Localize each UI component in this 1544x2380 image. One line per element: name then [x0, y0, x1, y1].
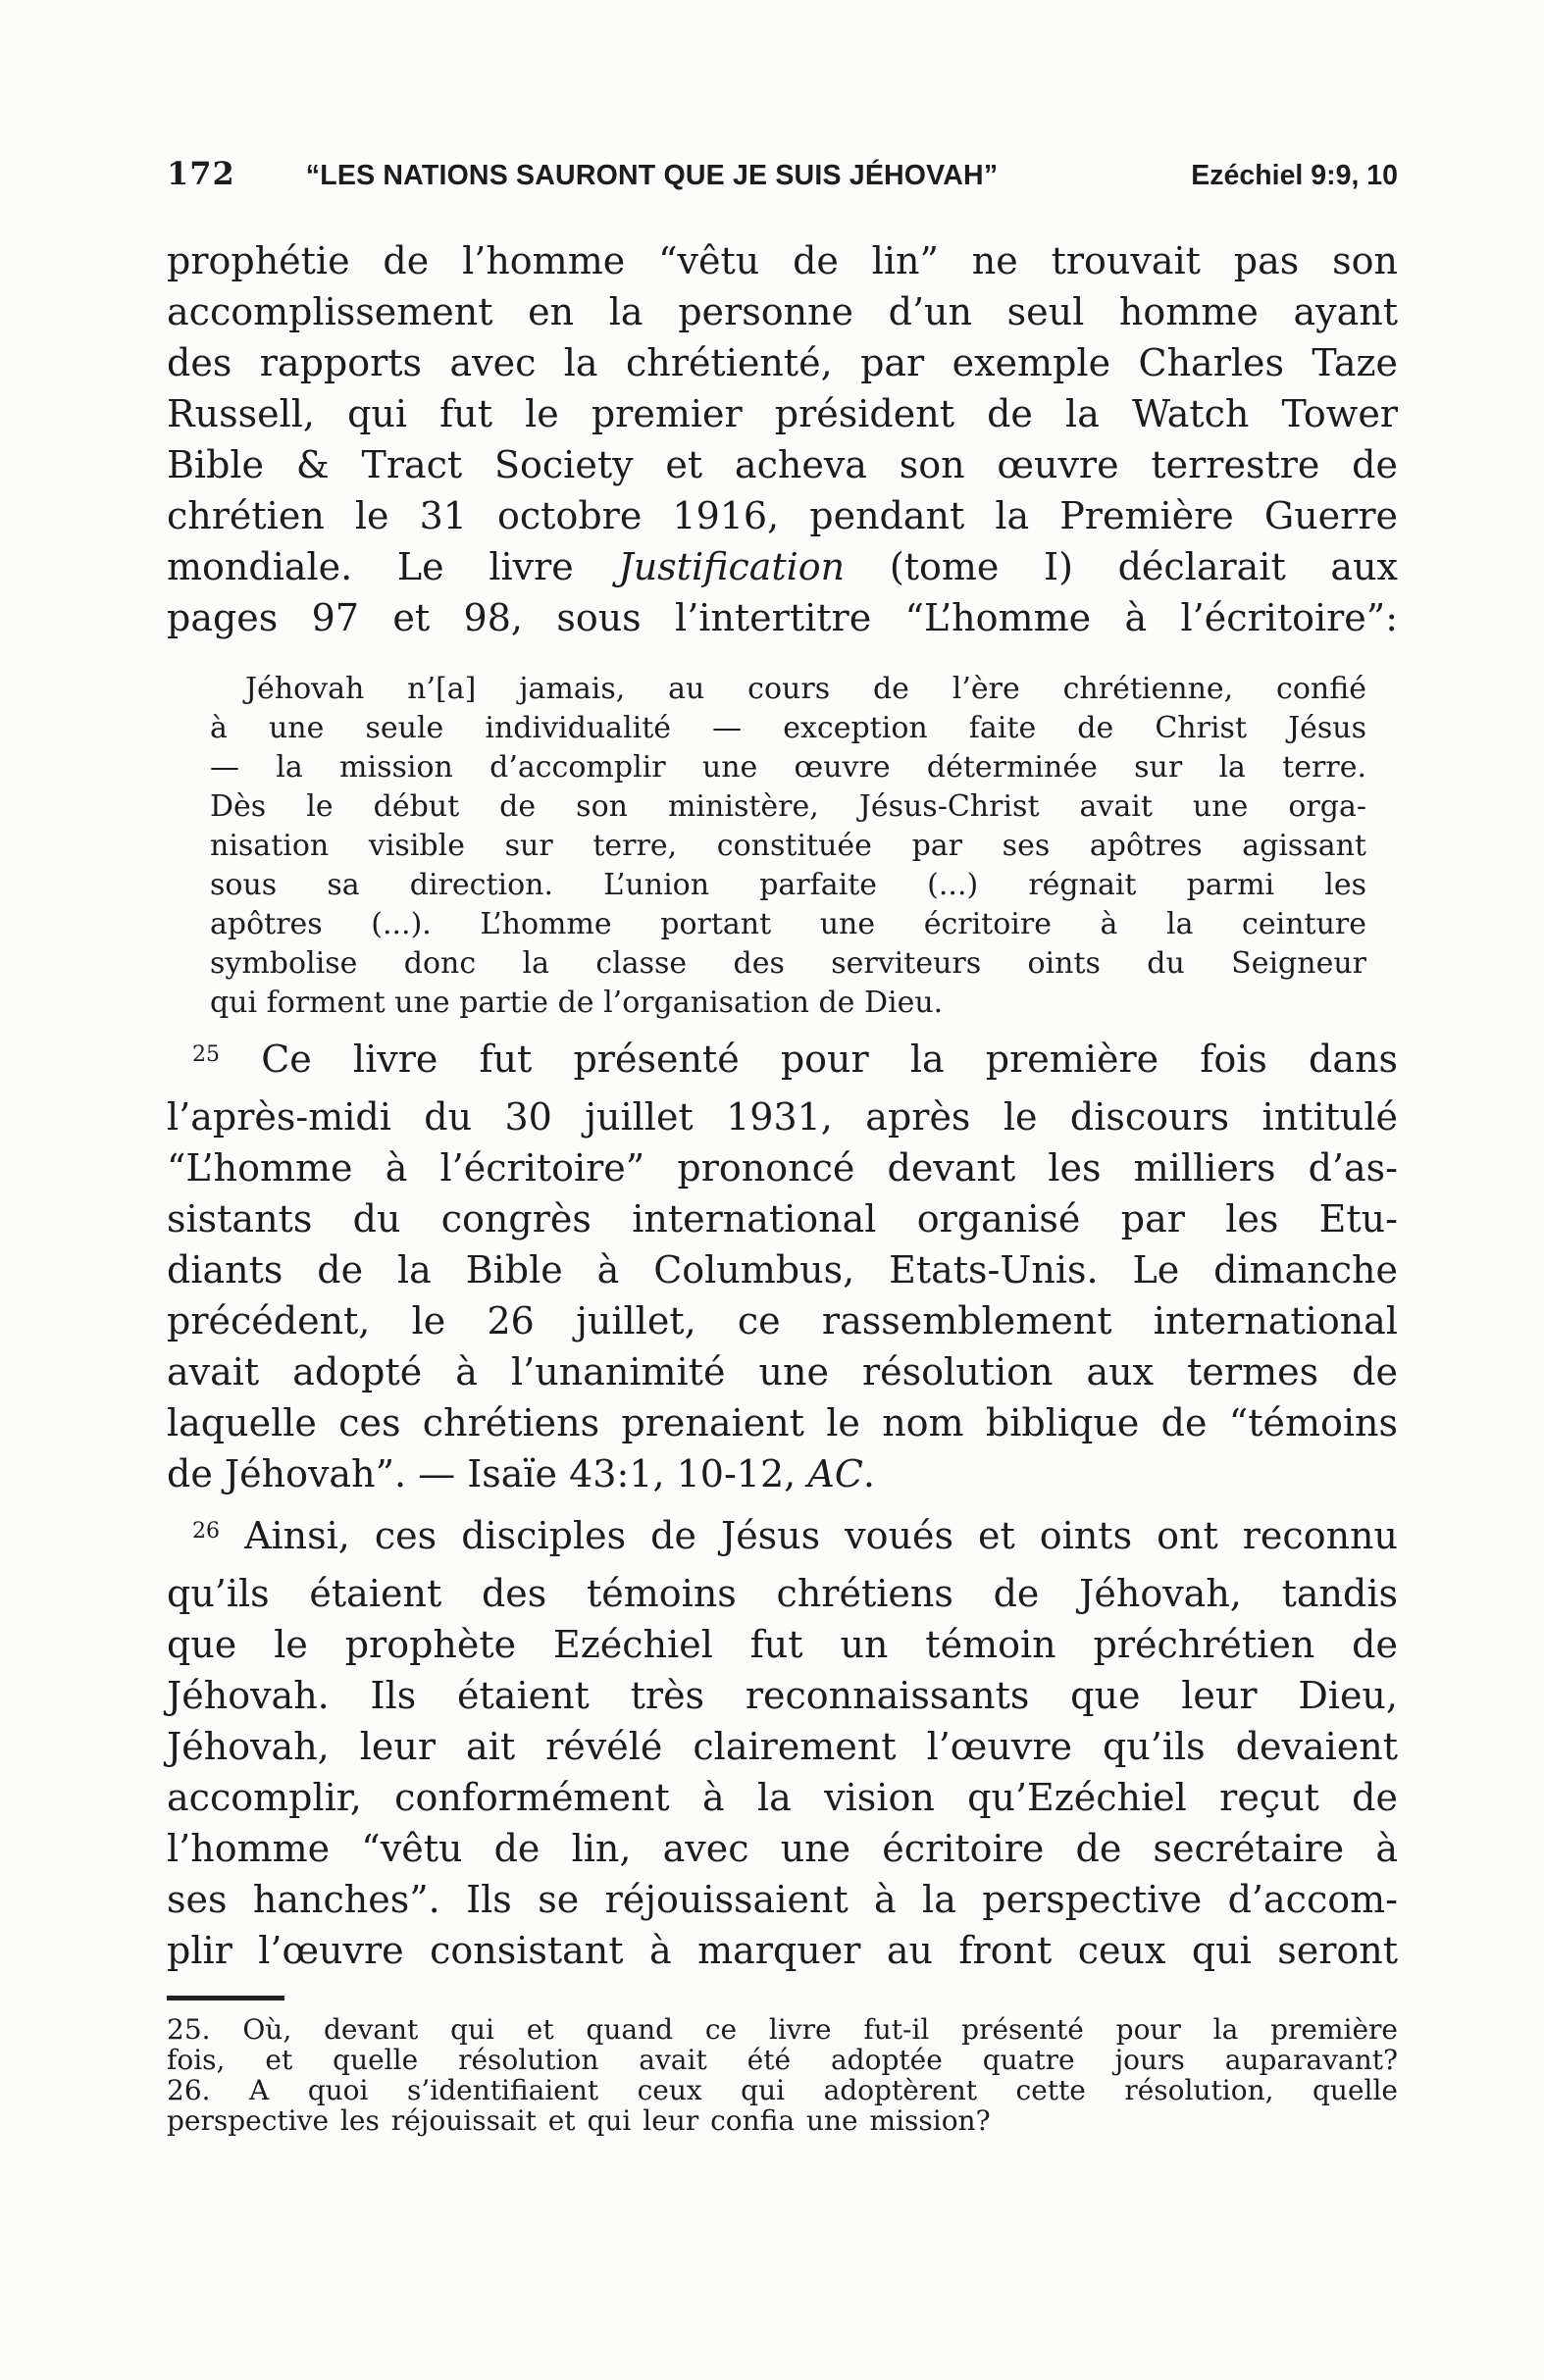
text-line: pages 97 et 98, sous l’intertitre “L’homme à l’écritoire”: [167, 596, 1398, 639]
paragraph-number-superscript: 25 [192, 1041, 221, 1067]
text-line: qui forment une partie de l’organisation de Dieu. [210, 986, 944, 1020]
paragraph-25 [167, 1034, 1398, 1499]
text-line: accomplissement en la personne d’un seul homme ayant [167, 290, 1398, 333]
text-line: des rapports avec la chrétienté, par exemple Charles Taze [167, 341, 1398, 384]
text-line: apôtres (...). L’homme portant une écritoire à la ceinture [210, 907, 1366, 941]
text-line: Jéhovah n’[a] jamais, au cours de l’ère chrétienne, confié [245, 672, 1366, 706]
study-questions-footnotes [167, 2014, 1398, 2136]
text-line: que le prophète Ezéchiel fut un témoin préchrétien de [167, 1623, 1398, 1666]
text-line: Russell, qui fut le premier président de la Watch Tower [167, 392, 1398, 435]
paragraph-number-superscript: 26 [192, 1518, 221, 1544]
text-line: prophétie de l’homme “vêtu de lin” ne trouvait pas son [167, 239, 1398, 282]
paragraph-26 [167, 1510, 1398, 1976]
text-line: $^{25}$ Ce livre fut présenté pour la première fois dans [192, 1038, 1398, 1081]
text-line: l’après-midi du 30 juillet 1931, après le discours intitulé [167, 1095, 1398, 1139]
scripture-reference: Ezéchiel 9:9, 10 [1191, 160, 1398, 191]
text-line: 25. Où, devant qui et quand ce livre fut-il présenté pour la première [167, 2013, 1398, 2046]
text-line: sous sa direction. L’union parfaite (...) régnait parmi les [210, 868, 1366, 902]
text-line: — la mission d’accomplir une œuvre déterminée sur la terre. [210, 750, 1366, 785]
body-text [167, 235, 1398, 2136]
text-line: chrétien le 31 octobre 1916, pendant la Première Guerre [167, 494, 1398, 537]
text-line: Bible & Tract Society et acheva son œuvre terrestre de [167, 443, 1398, 486]
running-header [167, 155, 1398, 196]
text-line: accomplir, conformément à la vision qu’Ezéchiel reçut de [167, 1776, 1398, 1819]
text-line: plir l’œuvre consistant à marquer au front ceux qui seront [167, 1929, 1398, 1972]
text-line: perspective les réjouissait et qui leur confia une mission? [167, 2104, 991, 2137]
text-line: mondiale. Le livre Justification (tome I) déclarait aux [167, 545, 1398, 588]
text-line: qu’ils étaient des témoins chrétiens de Jéhovah, tandis [167, 1572, 1398, 1615]
text-line: de Jéhovah”. — Isaïe 43:1, 10-12, AC. [167, 1452, 875, 1495]
text-line: laquelle ces chrétiens prenaient le nom biblique de “témoins [167, 1401, 1398, 1444]
page-number: 172 [167, 155, 235, 192]
text-line: avait adopté à l’unanimité une résolution aux termes de [167, 1350, 1398, 1393]
text-line: à une seule individualité — exception faite de Christ Jésus [210, 711, 1366, 745]
text-line: fois, et quelle résolution avait été adoptée quatre jours auparavant? [167, 2044, 1398, 2076]
running-title: “LES NATIONS SAURONT QUE JE SUIS JÉHOVAH” [305, 160, 999, 191]
footnote-divider-rule [167, 1996, 284, 2000]
text-line: nisation visible sur terre, constituée par ses apôtres agissant [210, 829, 1366, 863]
text-line: Jéhovah, leur ait révélé clairement l’œuvre qu’ils devaient [167, 1725, 1398, 1768]
text-line: ses hanches”. Ils se réjouissaient à la perspective d’accom- [167, 1878, 1398, 1921]
text-line: Dès le début de son ministère, Jésus-Christ avait une orga- [210, 789, 1366, 824]
text-line: 26. A quoi s’identifiaient ceux qui adoptèrent cette résolution, quelle [167, 2074, 1398, 2106]
text-line: sistants du congrès international organisé par les Etu- [167, 1197, 1398, 1241]
paragraph-intro-continuation [167, 235, 1398, 643]
text-line: l’homme “vêtu de lin, avec une écritoire de secrétaire à [167, 1827, 1398, 1870]
text-line: symbolise donc la classe des serviteurs oints du Seigneur [210, 946, 1366, 981]
text-line: Jéhovah. Ils étaient très reconnaissants que leur Dieu, [167, 1674, 1398, 1717]
block-quote-justification-book [210, 670, 1366, 1023]
text-line: $^{26}$ Ainsi, ces disciples de Jésus voués et oints ont reconnu [192, 1514, 1398, 1557]
text-line: précédent, le 26 juillet, ce rassemblement international [167, 1299, 1398, 1342]
text-line: diants de la Bible à Columbus, Etats-Unis. Le dimanche [167, 1248, 1398, 1291]
text-line: “L’homme à l’écritoire” prononcé devant les milliers d’as- [167, 1146, 1398, 1190]
